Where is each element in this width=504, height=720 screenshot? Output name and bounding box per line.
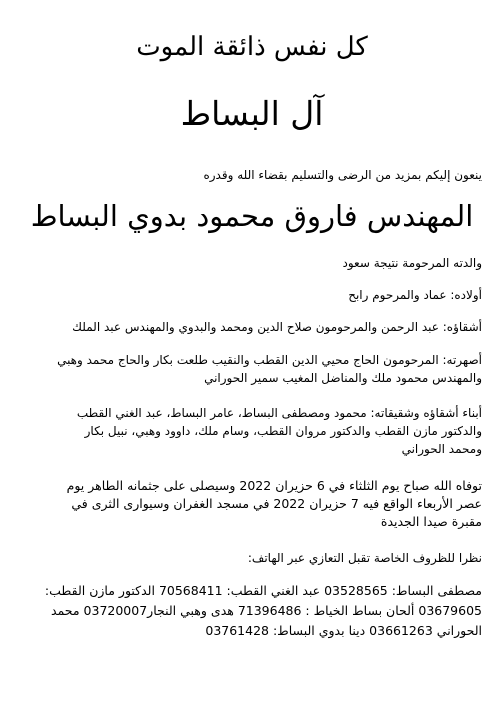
inlaws-line: والمهندس محمود ملك والمناضل المغيب سمير الحوراني (204, 371, 482, 385)
death-notice-line: توفاه الله صباح يوم الثلثاء في 6 حزيران 2022 وسيصلى على جثمانه الطاهر يوم (66, 478, 482, 493)
contacts-line: مصطفى البساط: 03528565 عبد الغني القطب: 70568411 الدكتور مازن القطب: (44, 583, 482, 598)
children-line: أولاده: عماد والمرحوم رابح (348, 288, 482, 302)
contacts-line: 03679605 ألحان بساط الخياط : 71396486 هدى وهبي النجار03720007 محمد (51, 603, 482, 618)
deceased-name: المهندس فاروق محمود بدوي البساط (30, 199, 474, 233)
intro-text: ينعون إليكم بمزيد من الرضى والتسليم بقضاء الله وقدره (203, 168, 482, 182)
quran-verse-heading: كل نفس ذائقة الموت (136, 32, 368, 62)
nephews-line: والدكتور مازن القطب والدكتور مروان القطب، وسام ملك، داوود وهبي، نبيل بكار (84, 424, 482, 438)
death-notice-line: مقبرة صيدا الجديدة (380, 514, 482, 529)
nephews-line: أبناء أشقاؤه وشقيقاته: محمود ومصطفى البساط، عامر البساط، عبد الغني القطب (76, 406, 482, 420)
nephews-line: ومحمد الحوراني (401, 442, 482, 456)
condolence-notice: نظرا للظروف الخاصة تقبل التعازي عبر الهاتف: (247, 551, 482, 565)
brothers-line: أشقاؤه: عبد الرحمن والمرحومون صلاح الدين ومحمد والبدوي والمهندس عبد الملك (72, 320, 482, 334)
mother-line: والدته المرحومة نتيجة سعود (342, 256, 482, 270)
inlaws-line: أصهرته: المرحومون الحاج محيي الدين القطب والنقيب طلعت بكار والحاج محمد وهبي (57, 353, 482, 367)
contacts-line: الحوراني 03661263 دينا بدوي البساط: 03761428 (205, 623, 482, 638)
family-name-heading: آل البساط (180, 94, 324, 133)
death-notice-line: عصر الأربعاء الواقع فيه 7 حزيران 2022 في مسجد الغفران وسيوارى الثرى في (71, 496, 482, 511)
